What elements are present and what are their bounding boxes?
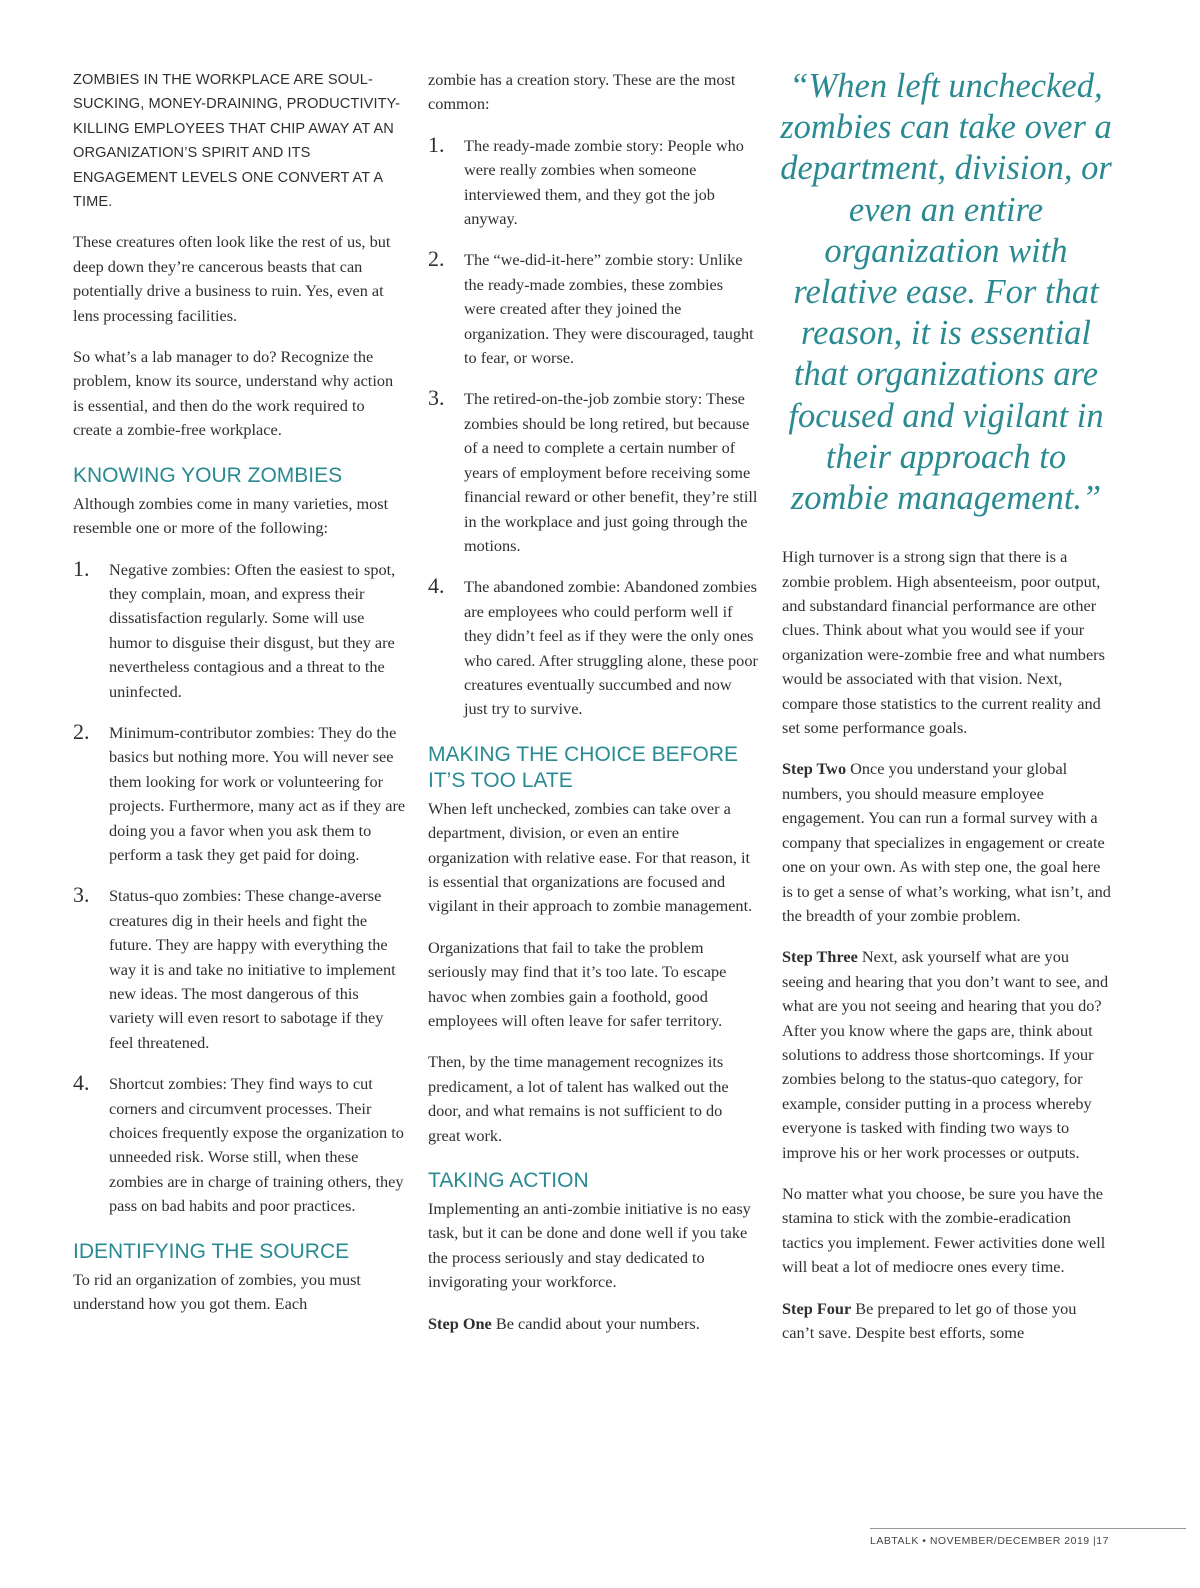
column-middle <box>428 68 758 1353</box>
body-paragraph: High turnover is a strong sign that there is a zombie problem. High absenteeism, poor output, and substandard financial performance are other clues. Think about what you would see if your organization were-zombie free and what numbers would be associated with that vision. Next, compare those statistics to the current reality and set some performance goals. <box>782 547 1105 738</box>
section-heading-knowing-your-zombies: KNOWING YOUR ZOMBIES <box>73 463 343 487</box>
step-text: Be candid about your numbers. <box>491 1313 700 1333</box>
step-label: Step One <box>428 1313 492 1333</box>
body-paragraph: To rid an organization of zombies, you must understand how you got them. Each <box>73 1269 361 1314</box>
step-paragraph <box>782 945 1112 1165</box>
zombie-types-list <box>73 555 407 1219</box>
body-paragraph: So what’s a lab manager to do? Recognize the problem, know its source, understand why action is essential, and then do the work required to create a zombie-free workplace. <box>73 347 394 440</box>
step-paragraph <box>782 1297 1112 1346</box>
step-paragraph <box>428 1312 758 1336</box>
list-item <box>428 248 758 370</box>
body-paragraph: zombie has a creation story. These are the most common: <box>428 70 736 114</box>
body-paragraph: Implementing an anti-zombie initiative is no easy task, but it can be done and done well if you take the process seriously and stay dedicated to invigorating your workforce. <box>428 1199 751 1292</box>
body-paragraph: Organizations that fail to take the problem seriously may find that it’s too late. To escape havoc when zombies gain a foothold, good employees will often leave for safer territory. <box>428 937 727 1030</box>
intro-paragraph: ZOMBIES IN THE WORKPLACE ARE SOUL-SUCKING, MONEY-DRAINING, PRODUCTIVITY-KILLING EMPLOYEES THAT CHIP AWAY AT AN ORGANIZATION’S SPIRIT AND ITS ENGAGEMENT LEVELS ONE CONVERT AT A TIME. <box>73 72 401 211</box>
list-item-text: The “we-did-it-here” zombie story: Unlike the ready-made zombies, these zombies were created after they joined the organization. They were discouraged, taught to fear, or worse. <box>464 250 754 368</box>
list-number: 2. <box>73 718 90 744</box>
body-paragraph: These creatures often look like the rest of us, but deep down they’re cancerous beasts that can potentially drive a business to ruin. Yes, even at lens processing facilities. <box>73 232 391 325</box>
page-footer: LABTALK • NOVEMBER/DECEMBER 2019 |17 <box>870 1528 1186 1547</box>
list-number: 4. <box>73 1070 90 1096</box>
list-item <box>428 131 758 232</box>
step-paragraph <box>782 757 1112 928</box>
list-item <box>428 575 758 721</box>
step-label: Step Two <box>782 759 847 779</box>
step-label: Step Four <box>782 1298 852 1318</box>
list-item-text: The ready-made zombie story: People who were really zombies when someone interviewed them, and they got the job anyway. <box>464 135 744 229</box>
list-item <box>73 555 407 704</box>
list-number: 4. <box>428 573 445 599</box>
body-paragraph: When left unchecked, zombies can take over a department, division, or even an entire organization with relative ease. For that reason, it is essential that organizations are focused and vigilant in their approach to zombie management. <box>428 798 753 916</box>
list-number: 3. <box>428 385 445 411</box>
creation-stories-list <box>428 131 758 722</box>
list-item-text: The abandoned zombie: Abandoned zombies are employees who could perform well if they didn’t feel as if they were the only ones who cared. After struggling alone, these poor creatures eventually succumbed and now just try to survive. <box>464 577 758 719</box>
list-number: 3. <box>73 882 90 908</box>
list-item-text: Negative zombies: Often the easiest to spot, they complain, moan, and express their dissatisfaction regularly. Some will use humor to disguise their disgust, but they are nevertheless contagious and a threat to the uninfected. <box>109 559 396 701</box>
list-item-text: Status-quo zombies: These change-averse creatures dig in their heels and fight the future. They are happy with everything the way it is and take no initiative to implement new ideas. The most dangerous of this variety will even resort to sabotage if they feel threatened. <box>109 886 396 1052</box>
body-paragraph: No matter what you choose, be sure you have the stamina to stick with the zombie-eradication tactics you implement. Fewer activities done well will beat a lot of mediocre ones every time. <box>782 1183 1106 1277</box>
section-heading-taking-action: TAKING ACTION <box>428 1169 589 1193</box>
list-item <box>428 387 758 558</box>
list-item <box>73 884 407 1055</box>
list-item <box>73 718 407 867</box>
section-heading-making-the-choice: MAKING THE CHOICE BEFORE IT’S TOO LATE <box>428 742 738 792</box>
body-paragraph: Although zombies come in many varieties, most resemble one or more of the following: <box>73 493 389 538</box>
list-item <box>73 1072 407 1218</box>
section-heading-identifying-the-source: IDENTIFYING THE SOURCE <box>73 1239 350 1263</box>
step-text: Next, ask yourself what are you seeing and hearing that you don’t want to see, and what are you not seeing and hearing that you do? After you know where the gaps are, think about solutions to address those shortcomings. If your zombies belong to the status-quo category, for example, consider putting in a process whereby everyone is tasked with finding two ways to improve his or her work processes or outputs. <box>782 947 1109 1162</box>
list-number: 1. <box>428 131 445 157</box>
list-number: 2. <box>428 246 445 272</box>
list-number: 1. <box>73 555 90 581</box>
list-item-text: The retired-on-the-job zombie story: These zombies should be long retired, but because of a need to complete a certain number of years of employment before receiving some financial reward or other benefit, they’re still in the workplace and just going through the motions. <box>464 389 758 555</box>
step-text: Be prepared to let go of those you can’t save. Despite best efforts, some <box>782 1298 1077 1343</box>
pull-quote: “When left unchecked, zombies can take over a department, division, or even an entire organization with relative ease. For that reason, it is essential that organizations are focused and vigilant in their approach to zombie management.” <box>780 67 1112 518</box>
column-left <box>73 68 407 1333</box>
step-label: Step Three <box>782 947 858 967</box>
step-text: Once you understand your global numbers, you should measure employee engagement. You can run a formal survey with a company that specializes in engagement or create one on your own. As with step one, the goal here is to get a sense of what’s working, what isn’t, and the breadth of your zombie problem. <box>782 759 1111 925</box>
list-item-text: Minimum-contributor zombies: They do the basics but nothing more. You will never see them looking for work or volunteering for projects. Furthermore, many act as if they are doing you a favor when you ask them to perform a task they get paid for doing. <box>109 722 406 864</box>
list-item-text: Shortcut zombies: They find ways to cut corners and circumvent processes. Their choices frequently expose the organization to unneeded risk. Worse still, when these zombies are in charge of training others, they pass on bad habits and poor practices. <box>109 1074 404 1216</box>
column-right <box>782 68 1112 1362</box>
body-paragraph: Then, by the time management recognizes its predicament, a lot of talent has walked out the door, and what remains is not sufficient to do great work. <box>428 1052 729 1145</box>
